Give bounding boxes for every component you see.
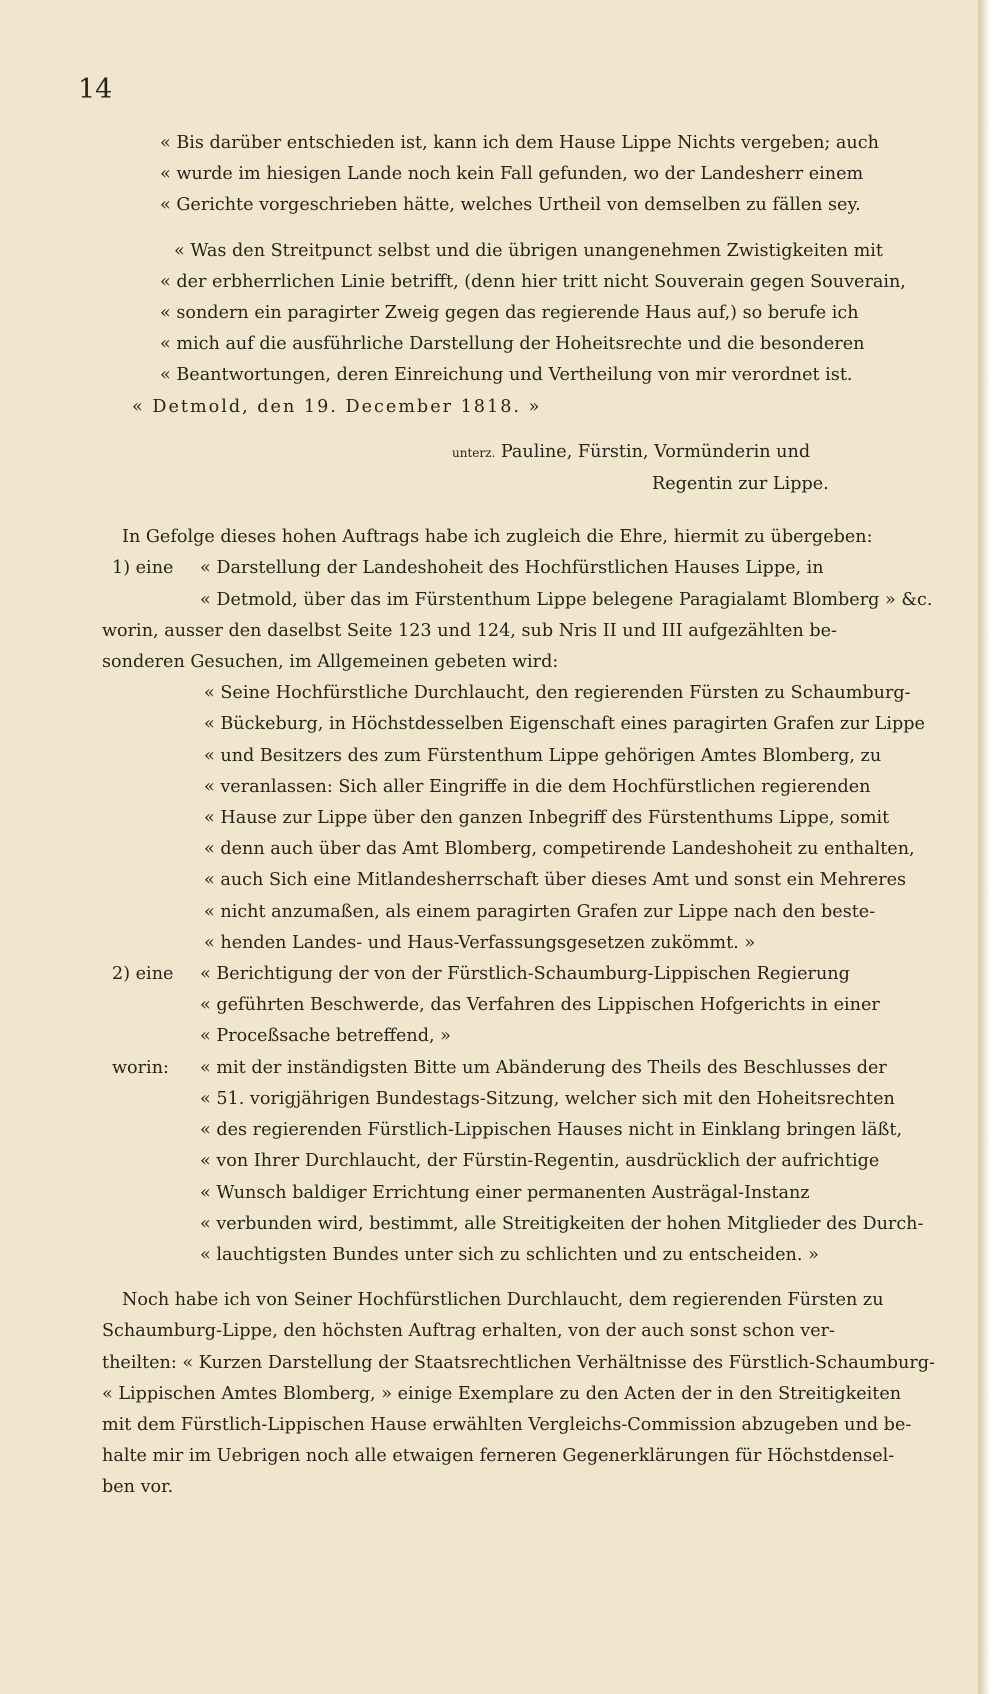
list-item-text (200, 553, 964, 615)
text-line: « lauchtigsten Bundes unter sich zu schlichten und zu entscheiden. » (200, 1244, 819, 1265)
text-line: « 51. vorigjährigen Bundestags-Sitzung, welcher sich mit den Hoheitsrechten (200, 1088, 895, 1109)
paragraph-2 (112, 236, 964, 392)
quote-block-1 (112, 678, 964, 959)
text-line: « Bis darüber entschieden ist, kann ich dem Hause Lippe Nichts vergeben; auch (160, 133, 879, 153)
list-item-2 (112, 959, 964, 1053)
signature-prefix: unterz. (452, 445, 496, 460)
text-line: « von Ihrer Durchlaucht, der Fürstin-Regentin, ausdrücklich der aufrichtige (200, 1151, 880, 1172)
text-line: Noch habe ich von Seiner Hochfürstlichen Durchlaucht, dem regierenden Fürsten zu (122, 1290, 884, 1311)
text-line: worin, ausser den daselbst Seite 123 und 124, sub Nris II und III aufgezählten be- (102, 620, 837, 641)
spacer (112, 500, 964, 522)
worin-text (200, 1053, 964, 1271)
text-line: « Lippischen Amtes Blomberg, » einige Exemplare zu den Acten der in den Streitigkeiten (102, 1383, 902, 1404)
text-line: Schaumburg-Lippe, den höchsten Auftrag erhalten, von der auch sonst schon ver- (102, 1321, 835, 1342)
list-item-text (200, 959, 964, 1053)
text-line: « Berichtigung der von der Fürstlich-Schaumburg-Lippischen Regierung (200, 964, 850, 985)
text-line: « wurde im hiesigen Lande noch kein Fall gefunden, wo der Landesherr einem (160, 164, 864, 185)
text-line: « Darstellung der Landeshoheit des Hochfürstlichen Hauses Lippe, in (200, 558, 824, 579)
paragraph-4 (102, 1285, 964, 1503)
text-line: « Gerichte vorgeschrieben hätte, welches Urtheil von demselben zu fällen sey. (160, 195, 861, 216)
text-line: « Detmold, über das im Fürstenthum Lippe belegene Paragialamt Blomberg » &c. (200, 589, 933, 610)
worin-paragraph-1 (102, 616, 964, 678)
text-line: « Wunsch baldiger Errichtung einer permanenten Austrägal-Instanz (200, 1182, 810, 1203)
text-line: « Seine Hochfürstliche Durchlaucht, den regierenden Fürsten zu Schaumburg- (204, 683, 911, 704)
paragraph-3: In Gefolge dieses hohen Auftrags habe ich zugleich die Ehre, hiermit zu übergeben: (122, 527, 873, 548)
text-line: « nicht anzumaßen, als einem paragirten Grafen zur Lippe nach den beste- (204, 901, 876, 922)
text-line: « henden Landes- und Haus-Verfassungsgesetzen zukömmt. » (204, 932, 756, 953)
text-line: « mit der inständigsten Bitte um Abänderung des Theils des Beschlusses der (200, 1057, 887, 1078)
page-number: 14 (78, 74, 113, 105)
text-line: « des regierenden Fürstlich-Lippischen Hauses nicht in Einklang bringen läßt, (200, 1120, 903, 1141)
text-line: « der erbherrlichen Linie betrifft, (denn hier tritt nicht Souverain gegen Souverain, (160, 271, 906, 292)
spacer (112, 423, 964, 437)
text-line: mit dem Fürstlich-Lippischen Hause erwählten Vergleichs-Commission abzugeben und be- (102, 1414, 912, 1435)
text-line: « und Besitzers des zum Fürstenthum Lippe gehörigen Amtes Blomberg, zu (204, 745, 882, 766)
list-item-1 (112, 553, 964, 615)
text-line: « Beantwortungen, deren Einreichung und Vertheilung von mir verordnet ist. (160, 365, 853, 386)
list-item-label: 2) eine (112, 964, 174, 985)
spacer (112, 222, 964, 236)
signature-title: Regentin zur Lippe. (652, 474, 829, 495)
text-line: « Proceßsache betreffend, » (200, 1026, 451, 1047)
text-line: « Bückeburg, in Höchstdesselben Eigenschaft eines paragirten Grafen zur Lippe (204, 714, 925, 735)
worin-block-2 (112, 1053, 964, 1271)
spacer (112, 1271, 964, 1285)
text-line: ben vor. (102, 1477, 174, 1498)
text-line: theilten: « Kurzen Darstellung der Staatsrechtlichen Verhältnisse des Fürstlich-Schaumburg- (102, 1352, 936, 1373)
text-line: « mich auf die ausführliche Darstellung der Hoheitsrechte und die besonderen (160, 334, 865, 355)
page-edge (978, 0, 990, 1694)
signature-line (112, 437, 964, 469)
text-line: « denn auch über das Amt Blomberg, competirende Landeshoheit zu enthalten, (204, 839, 915, 860)
text-line: « verbunden wird, bestimmt, alle Streitigkeiten der hohen Mitglieder des Durch- (200, 1213, 924, 1234)
text-line: halte mir im Uebrigen noch alle etwaigen ferneren Gegenerklärungen für Höchstdensel- (102, 1446, 895, 1467)
text-line: « Hause zur Lippe über den ganzen Inbegriff des Fürstenthums Lippe, somit (204, 808, 890, 829)
text-line: « veranlassen: Sich aller Eingriffe in die dem Hochfürstlichen regierenden (204, 776, 871, 797)
paragraph-1 (112, 128, 964, 222)
worin-label: worin: (112, 1057, 169, 1078)
text-line: sonderen Gesuchen, im Allgemeinen gebeten wird: (102, 652, 559, 673)
text-line: « sondern ein paragirter Zweig gegen das regierende Haus auf,) so berufe ich (160, 303, 859, 324)
text-line: « Was den Streitpunct selbst und die übrigen unangenehmen Zwistigkeiten mit (174, 240, 883, 261)
signature-text: Pauline, Fürstin, Vormünderin und (500, 441, 811, 462)
text-line: « geführten Beschwerde, das Verfahren des Lippischen Hofgerichts in einer (200, 995, 880, 1016)
list-item-label: 1) eine (112, 558, 174, 579)
text-line: « auch Sich eine Mitlandesherrschaft über dieses Amt und sonst ein Mehreres (204, 870, 907, 891)
date-line: « Detmold, den 19. December 1818. » (132, 396, 542, 417)
page-body (102, 128, 964, 1504)
